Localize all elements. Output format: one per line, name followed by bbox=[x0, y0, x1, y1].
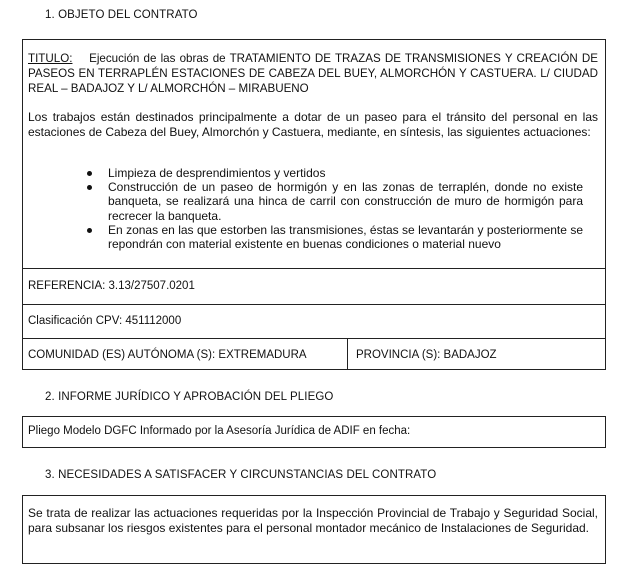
bullet-icon bbox=[87, 228, 92, 233]
divider bbox=[23, 338, 605, 339]
section-1-heading: 1. OBJETO DEL CONTRATO bbox=[45, 9, 198, 21]
titulo-lead: Ejecución de las obras de bbox=[89, 52, 226, 65]
actions-list bbox=[83, 166, 583, 251]
legal-report-box bbox=[22, 416, 606, 448]
list-item: Limpieza de desprendimientos y vertidos bbox=[83, 166, 583, 180]
section-2-heading: 2. INFORME JURÍDICO Y APROBACIÓN DEL PLIEGO bbox=[45, 391, 334, 403]
section-3-heading: 3. NECESIDADES A SATISFACER Y CIRCUNSTANCIAS DEL CONTRATO bbox=[45, 469, 437, 481]
contract-object-box bbox=[22, 39, 606, 370]
bullet-icon bbox=[87, 185, 92, 190]
referencia-field: REFERENCIA: 3.13/27507.0201 bbox=[28, 280, 195, 292]
needs-text: Se trata de realizar las actuaciones requeridas por la Inspección Provincial de Trabajo y Seguridad Social, para subsanar los riesgos existentes para el personal montador mecánico de Instalaciones de Seguridad. bbox=[28, 506, 598, 535]
list-item: Construcción de un paseo de hormigón y en las zonas de terraplén, donde no existe banqueta, se realizará una hinca de carril con construcción de muro de hormigón para recrecer la banqueta. bbox=[83, 180, 583, 223]
bullet-icon bbox=[87, 171, 92, 176]
legal-report-text: Pliego Modelo DGFC Informado por la Asesoría Jurídica de ADIF en fecha: bbox=[28, 425, 411, 437]
list-item: En zonas en las que estorben las transmisiones, éstas se levantarán y posteriormente se repondrán con material existente en buenas condiciones o material nuevo bbox=[83, 223, 583, 251]
comunidad-field: COMUNIDAD (ES) AUTÓNOMA (S): EXTREMADURA bbox=[28, 349, 307, 361]
provincia-field: PROVINCIA (S): BADAJOZ bbox=[356, 349, 497, 361]
intro-paragraph: Los trabajos están destinados principalmente a dotar de un paseo para el tránsito del personal en las estaciones de Cabeza del Buey, Almorchón y Castuera, mediante, en síntesis, las siguientes actuaciones: bbox=[28, 110, 598, 139]
cpv-field: Clasificación CPV: 451112000 bbox=[28, 315, 182, 327]
title-paragraph bbox=[28, 51, 598, 96]
titulo-label: TITULO: bbox=[28, 52, 73, 65]
needs-box bbox=[22, 495, 606, 564]
divider bbox=[23, 268, 605, 269]
divider-vertical bbox=[347, 338, 348, 369]
titulo-caps: TRATAMIENTO DE TRAZAS DE TRANSMISIONES Y CREACIÓN DE PASEOS EN TERRAPLÉN ESTACIONES DE CABEZA DEL BUEY, ALMORCHÓN Y CASTUERA. L/ CIUDAD REAL – BADAJOZ Y L/ ALMORCHÓN – MIRABUENO bbox=[28, 52, 598, 95]
divider bbox=[23, 304, 605, 305]
